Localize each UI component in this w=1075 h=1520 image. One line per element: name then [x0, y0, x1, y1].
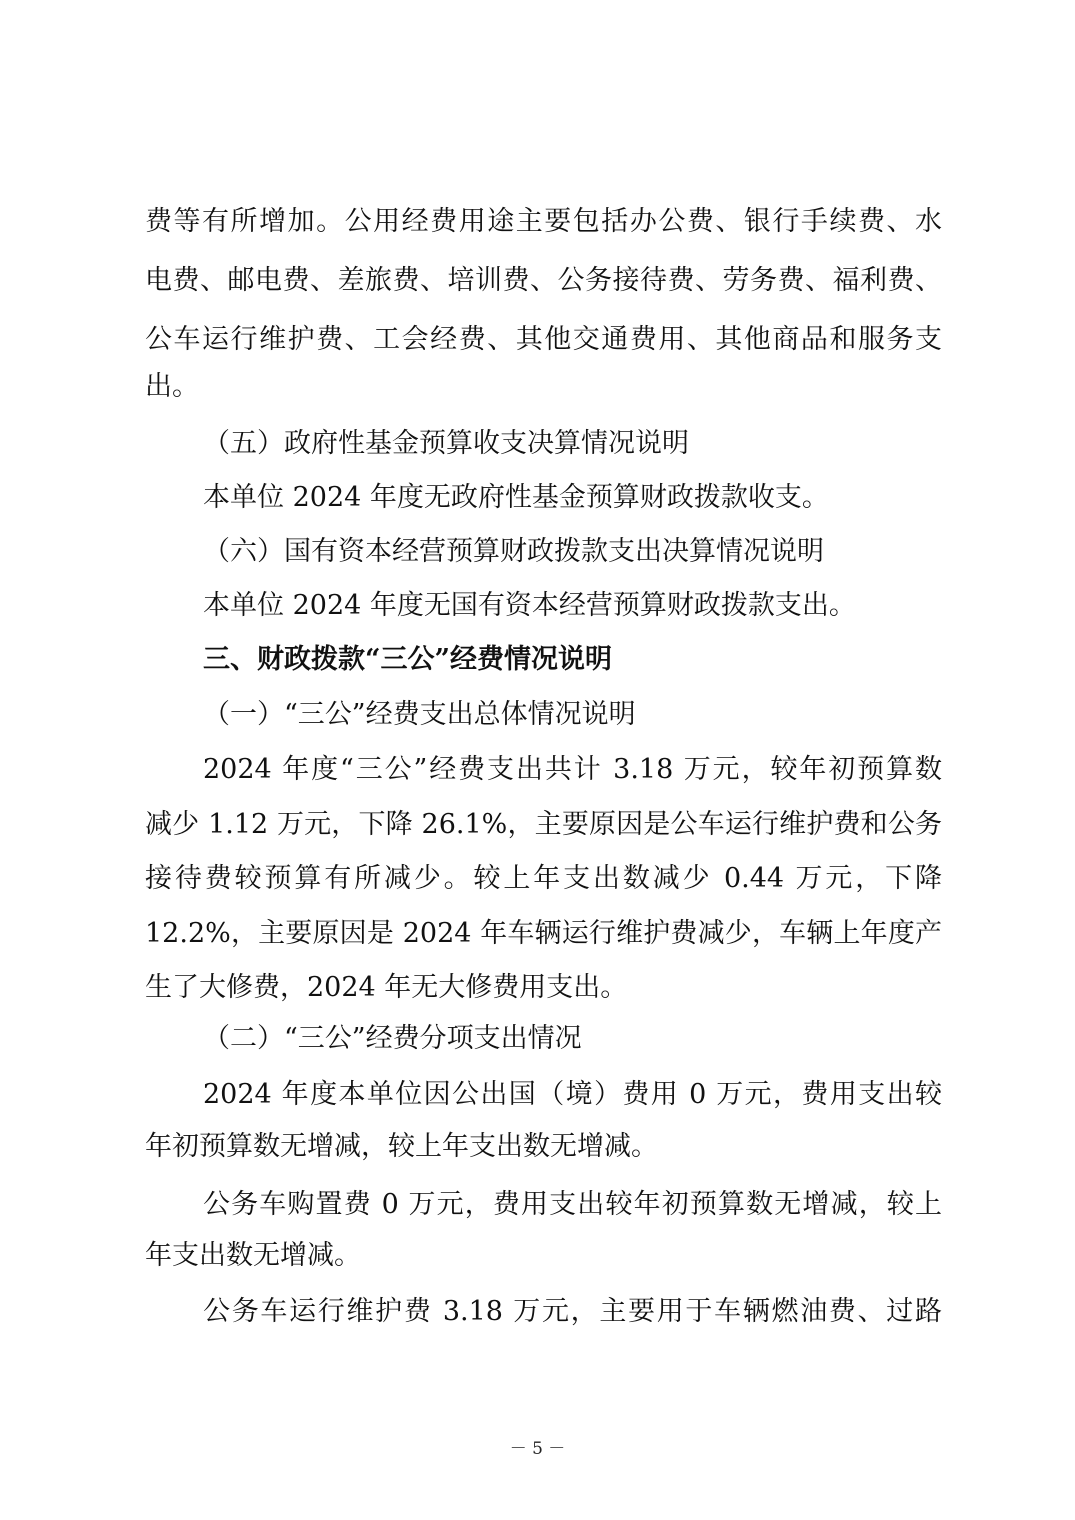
paragraph-line: 2024 年度“三公”经费支出共计 3.18 万元，较年初预算数 [203, 754, 942, 785]
page-number: － 5 － [509, 1439, 566, 1459]
paragraph-line: 本单位 2024 年度无政府性基金预算财政拨款收支。 [203, 482, 829, 513]
paragraph-line: 年支出数无增减。 [145, 1240, 361, 1271]
paragraph-line: 本单位 2024 年度无国有资本经营预算财政拨款支出。 [203, 590, 856, 621]
paragraph-line: 公车运行维护费、工会经费、其他交通费用、其他商品和服务支 [145, 324, 942, 355]
section-heading: （一）“三公”经费支出总体情况说明 [203, 699, 636, 730]
section-heading: （二）“三公”经费分项支出情况 [203, 1023, 582, 1054]
paragraph-line: 费等有所增加。公用经费用途主要包括办公费、银行手续费、水 [145, 206, 942, 237]
paragraph-line: 电费、邮电费、差旅费、培训费、公务接待费、劳务费、福利费、 [145, 265, 942, 296]
paragraph-line: 公务车购置费 0 万元，费用支出较年初预算数无增减，较上 [203, 1189, 942, 1220]
paragraph-line: 年初预算数无增减，较上年支出数无增减。 [145, 1131, 658, 1162]
paragraph-line: 接待费较预算有所减少。较上年支出数减少 0.44 万元，下降 [145, 863, 942, 894]
section-heading: （五）政府性基金预算收支决算情况说明 [203, 428, 689, 459]
paragraph-line: 2024 年度本单位因公出国（境）费用 0 万元，费用支出较 [203, 1079, 942, 1110]
paragraph-line: 公务车运行维护费 3.18 万元，主要用于车辆燃油费、过路 [203, 1296, 942, 1327]
section-heading: （六）国有资本经营预算财政拨款支出决算情况说明 [203, 536, 824, 567]
paragraph-line: 12.2%，主要原因是 2024 年车辆运行维护费减少，车辆上年度产 [145, 918, 942, 949]
paragraph-line: 出。 [145, 371, 199, 402]
paragraph-line: 减少 1.12 万元，下降 26.1%，主要原因是公车运行维护费和公务 [145, 809, 942, 840]
chapter-heading: 三、财政拨款“三公”经费情况说明 [203, 644, 613, 675]
paragraph-line: 生了大修费，2024 年无大修费用支出。 [145, 972, 628, 1003]
